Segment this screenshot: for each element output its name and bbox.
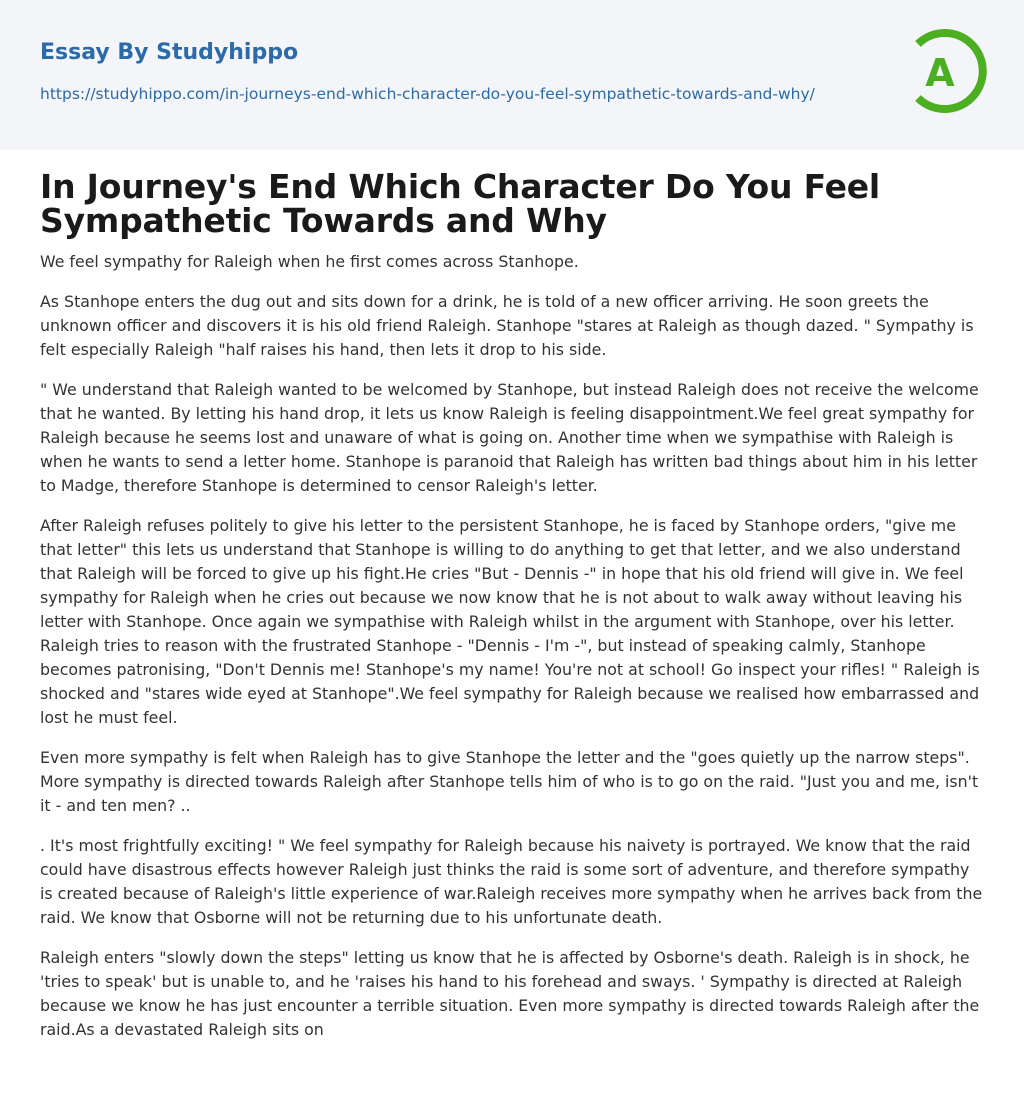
article-paragraph: As Stanhope enters the dug out and sits down for a drink, he is told of a new officer arriving. He soon greets the unknown officer and discovers it is his old friend Raleigh. Stanhope "stares at Raleigh as though dazed. " Sympathy is felt especially Raleigh "half raises his hand, then lets it drop to his side. (40, 292, 974, 359)
article-paragraph: Even more sympathy is felt when Raleigh has to give Stanhope the letter and the "goes quietly up the narrow steps". More sympathy is directed towards Raleigh after Stanhope tells him of who is to go on the raid. "Just you and me, isn't it - and ten men? .. (40, 748, 979, 815)
article-paragraph: . It's most frightfully exciting! " We feel sympathy for Raleigh because his naivety is portrayed. We know that the raid could have disastrous effects however Raleigh just thinks the raid is some sort of adventure, and therefore sympathy is created because of Raleigh's little experience of war.Raleigh receives more sympathy when he arrives back from the raid. We know that Osborne will not be returning due to his unfortunate death. (40, 836, 983, 927)
essay-url-link[interactable]: https://studyhippo.com/in-journeys-end-which-character-do-you-feel-sympathetic-towards-and-why/ (40, 85, 815, 103)
article-paragraph: We feel sympathy for Raleigh when he first comes across Stanhope. (40, 252, 579, 271)
article (40, 167, 986, 1058)
site-header (0, 0, 1024, 150)
article-paragraph: After Raleigh refuses politely to give his letter to the persistent Stanhope, he is faced by Stanhope orders, "give me that letter" this lets us understand that Stanhope is willing to do anything to get that letter, and we also understand that Raleigh will be forced to give up his fight.He cries "But - Dennis -" in hope that his old friend will give in. We feel sympathy for Raleigh when he cries out because we now know that he is not about to walk away without leaving his letter with Stanhope. Once again we sympathise with Raleigh whilst in the argument with Stanhope, over his letter. Raleigh tries to reason with the frustrated Stanhope - "Dennis - I'm -", but instead of speaking calmly, Stanhope becomes patronising, "Don't Dennis me! Stanhope's my name! You're not at school! Go inspect your rifles! " Raleigh is shocked and "stares wide eyed at Stanhope".We feel sympathy for Raleigh because we realised how embarrassed and lost he must feel. (40, 516, 980, 727)
logo-letter: A (925, 51, 955, 95)
article-title: In Journey's End Which Character Do You Feel Sympathetic Towards and Why (40, 167, 881, 240)
studyhippo-logo-icon[interactable] (906, 26, 990, 116)
site-brand[interactable]: Essay By Studyhippo (40, 40, 299, 65)
article-paragraph: " We understand that Raleigh wanted to be welcomed by Stanhope, but instead Raleigh does not receive the welcome that he wanted. By letting his hand drop, it lets us know Raleigh is feeling disappointment.We feel great sympathy for Raleigh because he seems lost and unaware of what is going on. Another time when we sympathise with Raleigh is when he wants to send a letter home. Stanhope is paranoid that Raleigh has written bad things about him in his letter to Madge, therefore Stanhope is determined to censor Raleigh's letter. (40, 380, 979, 495)
article-paragraph: Raleigh enters "slowly down the steps" letting us know that he is affected by Osborne's death. Raleigh is in shock, he 'tries to speak' but is unable to, and he 'raises his hand to his forehead and sways. ' Sympathy is directed at Raleigh because we know he has just encounter a terrible situation. Even more sympathy is directed towards Raleigh after the raid.As a devastated Raleigh sits on (40, 948, 980, 1039)
